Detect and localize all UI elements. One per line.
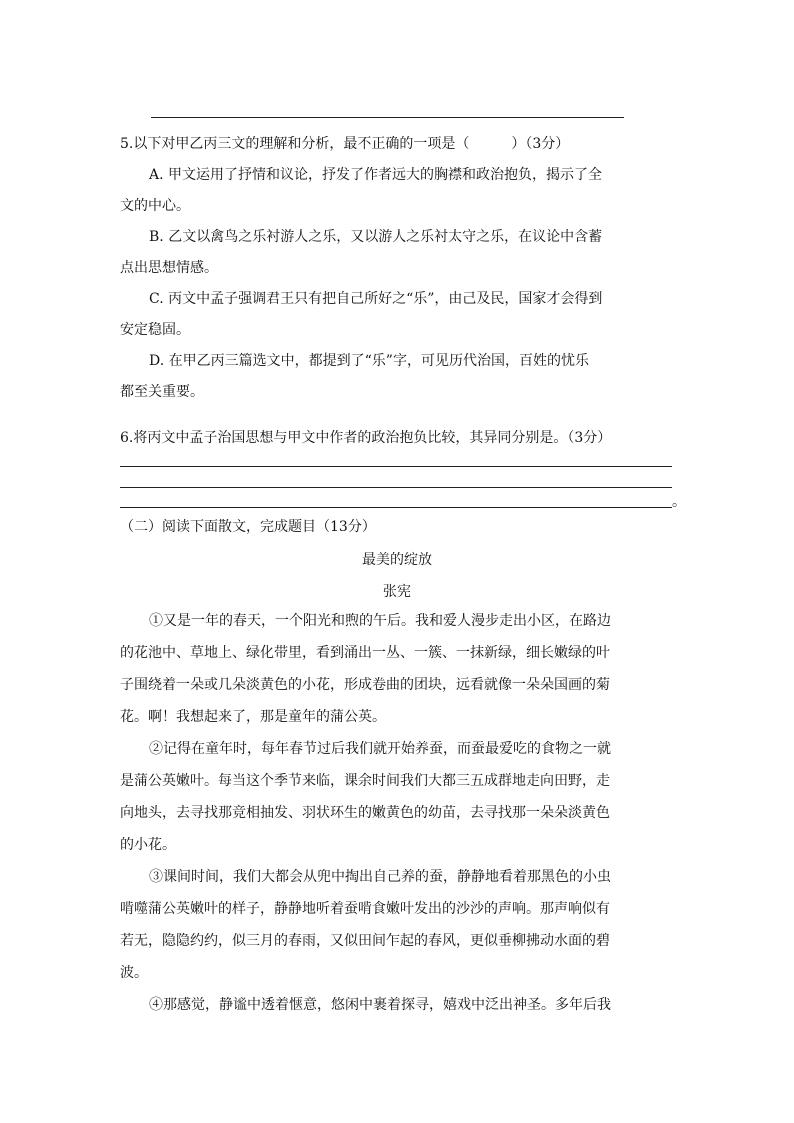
p1-line4: 花。啊！我想起来了，那是童年的蒲公英。 [120,709,386,725]
q5-option-c-line2: 安定稳固。 [120,322,190,338]
essay-author: 张宪 [383,584,411,600]
p1-line3: 子围绕着一朵或几朵淡黄色的小花，形成卷曲的团块，远看就像一朵朵国画的菊 [120,677,610,693]
p2-line1: ②记得在童年时，每年春节过后我们就开始养蚕，而蚕最爱吃的食物之一就 [149,741,611,757]
q6-answer-line-1 [120,466,672,467]
q5-option-b-line1: B. 乙文以禽鸟之乐衬游人之乐，又以游人之乐衬太守之乐，在议论中含蓄 [149,229,603,245]
q5-option-d-line2: 都至关重要。 [120,384,204,400]
q6-end-mark: 。 [672,494,686,510]
p3-line4: 波。 [120,965,148,981]
q5-option-c-line1: C. 丙文中孟子强调君王只有把自己所好之“乐”，由己及民，国家才会得到 [149,291,603,307]
q5-option-b-line2: 点出思想情感。 [120,260,218,276]
p1-line2: 的花池中、草地上、绿化带里，看到涌出一丛、一簇、一抹新绿，细长嫩绿的叶 [120,645,610,661]
q5-stem: 5.以下对甲乙丙三文的理解和分析，最不正确的一项是（ ）（3分） [120,136,570,152]
p4-line1: ④那感觉，静谧中透着惬意，悠闲中裹着探寻，嬉戏中泛出神圣。多年后我 [149,997,611,1013]
p3-line3: 若无，隐隐约约，似三月的春雨，又似田间乍起的春风，更似垂柳拂动水面的碧 [120,933,610,949]
p1-line1: ①又是一年的春天，一个阳光和煦的午后。我和爱人漫步走出小区，在路边 [149,613,611,629]
answer-line-top [151,117,624,118]
q6-answer-line-3 [120,507,672,508]
q6-stem: 6.将丙文中孟子治国思想与甲文中作者的政治抱负比较，其异同分别是。（3分） [120,430,612,446]
p2-line2: 是蒲公英嫩叶。每当这个季节来临，课余时间我们大都三五成群地走向田野，走 [120,773,610,789]
essay-title: 最美的绽放 [362,552,432,568]
p2-line4: 的小花。 [120,837,176,853]
section2-heading: （二）阅读下面散文，完成题目（13分） [120,519,376,535]
q5-option-a-line1: A. 甲文运用了抒情和议论，抒发了作者远大的胸襟和政治抱负，揭示了全 [149,167,603,183]
q6-answer-line-2 [120,487,672,488]
q5-option-d-line1: D. 在甲乙丙三篇选文中，都提到了“乐”字，可见历代治国，百姓的忧乐 [149,353,589,369]
p3-line2: 啃噬蒲公英嫩叶的样子，静静地听着蚕啃食嫩叶发出的沙沙的声响。那声响似有 [120,901,610,917]
p2-line3: 向地头，去寻找那竞相抽发、羽状环生的嫩黄色的幼苗，去寻找那一朵朵淡黄色 [120,805,610,821]
q5-option-a-line2: 文的中心。 [120,198,190,214]
p3-line1: ③课间时间，我们大都会从兜中掏出自己养的蚕，静静地看着那黑色的小虫 [149,869,611,885]
